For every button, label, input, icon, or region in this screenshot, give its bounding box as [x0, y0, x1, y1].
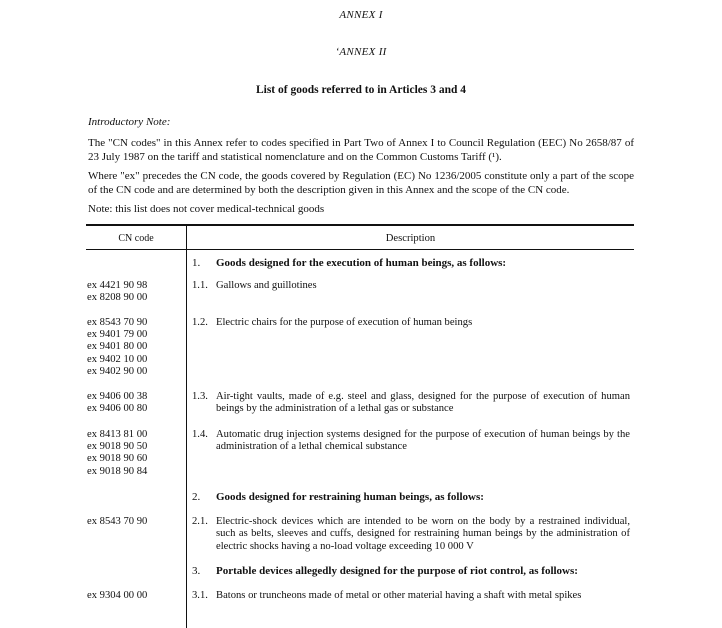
- annex-subtitle: ‘ANNEX II: [335, 46, 387, 58]
- cn-code: ex 8413 81 00: [87, 429, 148, 440]
- row-description: Air-tight vaults, made of e.g. steel and glass, designed for the purpose of execution of human beings by the administration of a lethal gas or substance: [216, 391, 630, 415]
- column-header-cn-code: CN code: [118, 233, 154, 244]
- row-cn-codes: [87, 590, 185, 602]
- annex-title: ANNEX I: [339, 9, 383, 21]
- goods-table: [86, 224, 634, 628]
- table-row: [192, 429, 634, 454]
- intro-paragraph-ex-prefix: Where "ex" precedes the CN code, the goods covered by Regulation (EC) No 1236/2005 constitute only a part of the scope of the CN code and are determined by both the description given in this Annex and the scope of the CN code.: [88, 170, 634, 196]
- cn-code: ex 8543 70 90: [87, 516, 148, 527]
- table-top-rule: [86, 224, 634, 226]
- cn-code: ex 4421 90 98: [87, 280, 148, 291]
- cn-code: ex 9402 90 00: [87, 365, 148, 377]
- table-header-rule: [86, 249, 634, 250]
- row-number: 1.3.: [192, 391, 208, 402]
- cn-code: ex 9018 90 60: [87, 453, 148, 465]
- column-header-description: Description: [385, 233, 436, 244]
- note-medical-technical: Note: this list does not cover medical-technical goods: [88, 203, 325, 215]
- cn-code: ex 9401 79 00: [87, 329, 148, 341]
- row-number: 1.2.: [192, 317, 208, 328]
- cn-code: ex 9406 00 80: [87, 403, 148, 415]
- table-row-section: [192, 257, 634, 269]
- row-cn-codes: [87, 391, 185, 415]
- cn-code: ex 9304 00 00: [87, 590, 148, 601]
- cn-code: ex 8208 90 00: [87, 292, 148, 304]
- intro-paragraph-cn-codes: The "CN codes" in this Annex refer to codes specified in Part Two of Annex I to Council Regulation (EEC) No 2658/87 of 23 July 1987 on the tariff and statistical nomenclature and on the Common Customs Tariff (¹).: [88, 137, 634, 163]
- cn-code: ex 9018 90 50: [87, 441, 148, 453]
- cn-code: ex 9406 00 38: [87, 391, 148, 402]
- row-number: 1.1.: [192, 280, 208, 291]
- cn-code: ex 9401 80 00: [87, 341, 148, 353]
- row-cn-codes: [87, 429, 185, 478]
- table-row-section: [192, 491, 634, 503]
- row-number: 3.: [192, 565, 201, 577]
- row-cn-codes: [87, 516, 185, 528]
- row-number: 2.: [192, 491, 201, 503]
- table-row-section: [192, 565, 634, 577]
- cn-code: ex 9402 10 00: [87, 353, 148, 365]
- row-description: Gallows and guillotines: [216, 280, 317, 291]
- row-description: Electric chairs for the purpose of execution of human beings: [216, 317, 473, 328]
- row-description: Portable devices allegedly designed for the purpose of riot control, as follows:: [216, 565, 578, 577]
- table-row: [192, 516, 634, 553]
- row-description: Goods designed for the execution of human beings, as follows:: [216, 257, 507, 269]
- list-title: List of goods referred to in Articles 3 and 4: [255, 84, 467, 96]
- row-number: 1.: [192, 257, 201, 269]
- row-cn-codes: [87, 280, 185, 304]
- row-number: 1.4.: [192, 429, 208, 440]
- cn-code: ex 9018 90 84: [87, 465, 148, 477]
- row-description: Batons or truncheons made of metal or other material having a shaft with metal spikes: [216, 590, 582, 601]
- table-row: [192, 590, 634, 602]
- row-description: Automatic drug injection systems designed for the purpose of execution of human beings by the administration of a lethal chemical substance: [216, 429, 630, 453]
- introductory-note-label: Introductory Note:: [88, 116, 171, 128]
- row-number: 3.1.: [192, 590, 208, 601]
- row-description: Electric-shock devices which are intended to be worn on the body by a restrained individual, such as belts, sleeves and cuffs, designed for restraining human beings by the administration of electric shocks having a no-load voltage exceeding 10 000 V: [216, 516, 630, 552]
- cn-code: ex 8543 70 90: [87, 317, 148, 328]
- table-row: [192, 280, 634, 292]
- table-row: [192, 317, 634, 329]
- table-row: [192, 391, 634, 416]
- row-number: 2.1.: [192, 516, 208, 527]
- row-cn-codes: [87, 317, 185, 378]
- row-description: Goods designed for restraining human beings, as follows:: [216, 491, 484, 503]
- table-column-divider: [186, 224, 187, 628]
